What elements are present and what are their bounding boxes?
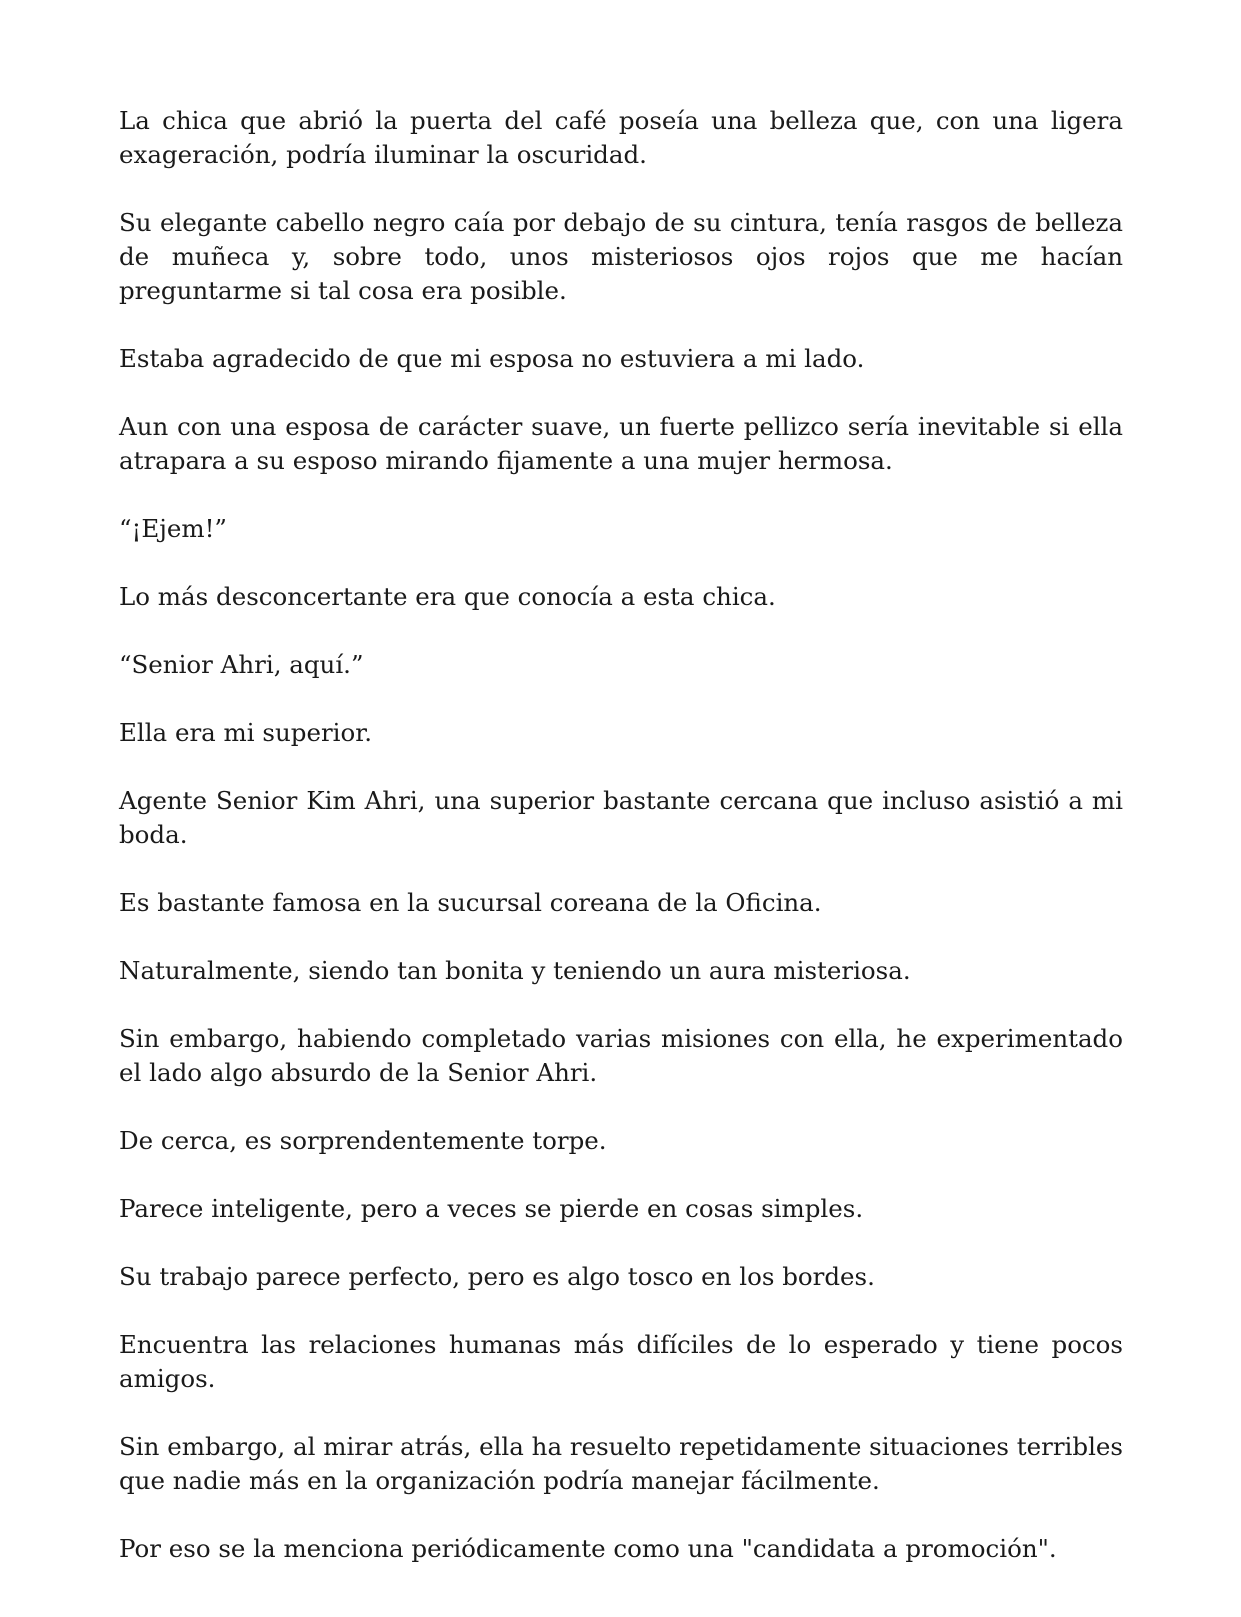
paragraph: Su trabajo parece perfecto, pero es algo tosco en los bordes. <box>119 1262 875 1291</box>
document-page <box>119 104 1123 1566</box>
paragraph: Parece inteligente, pero a veces se pierde en cosas simples. <box>119 1194 864 1223</box>
paragraph: Es bastante famosa en la sucursal coreana de la Oficina. <box>119 888 822 917</box>
paragraph: Estaba agradecido de que mi esposa no estuviera a mi lado. <box>119 344 865 373</box>
paragraph: La chica que abrió la puerta del café poseía una belleza que, con una ligera exageración, podría iluminar la oscuridad. <box>119 106 1123 169</box>
paragraph: Lo más desconcertante era que conocía a esta chica. <box>119 582 776 611</box>
paragraph: De cerca, es sorprendentemente torpe. <box>119 1126 607 1155</box>
paragraph: Naturalmente, siendo tan bonita y teniendo un aura misteriosa. <box>119 956 911 985</box>
paragraph: Por eso se la menciona periódicamente como una "candidata a promoción". <box>119 1534 1057 1563</box>
paragraph: Aun con una esposa de carácter suave, un fuerte pellizco sería inevitable si ella atrapara a su esposo mirando fijamente a una mujer hermosa. <box>119 412 1123 475</box>
paragraph: Ella era mi superior. <box>119 718 373 747</box>
paragraph: Sin embargo, al mirar atrás, ella ha resuelto repetidamente situaciones terribles que nadie más en la organización podría manejar fácilmente. <box>119 1432 1123 1495</box>
paragraph: Agente Senior Kim Ahri, una superior bastante cercana que incluso asistió a mi boda. <box>119 786 1123 849</box>
dialogue-line: “Senior Ahri, aquí.” <box>119 650 364 679</box>
paragraph: Encuentra las relaciones humanas más difíciles de lo esperado y tiene pocos amigos. <box>119 1330 1123 1393</box>
paragraph: Su elegante cabello negro caía por debajo de su cintura, tenía rasgos de belleza de muñeca y, sobre todo, unos misteriosos ojos rojos que me hacían preguntarme si tal cosa era posible. <box>119 208 1123 305</box>
paragraph: Sin embargo, habiendo completado varias misiones con ella, he experimentado el lado algo absurdo de la Senior Ahri. <box>119 1024 1123 1087</box>
dialogue-line: “¡Ejem!” <box>119 514 227 543</box>
